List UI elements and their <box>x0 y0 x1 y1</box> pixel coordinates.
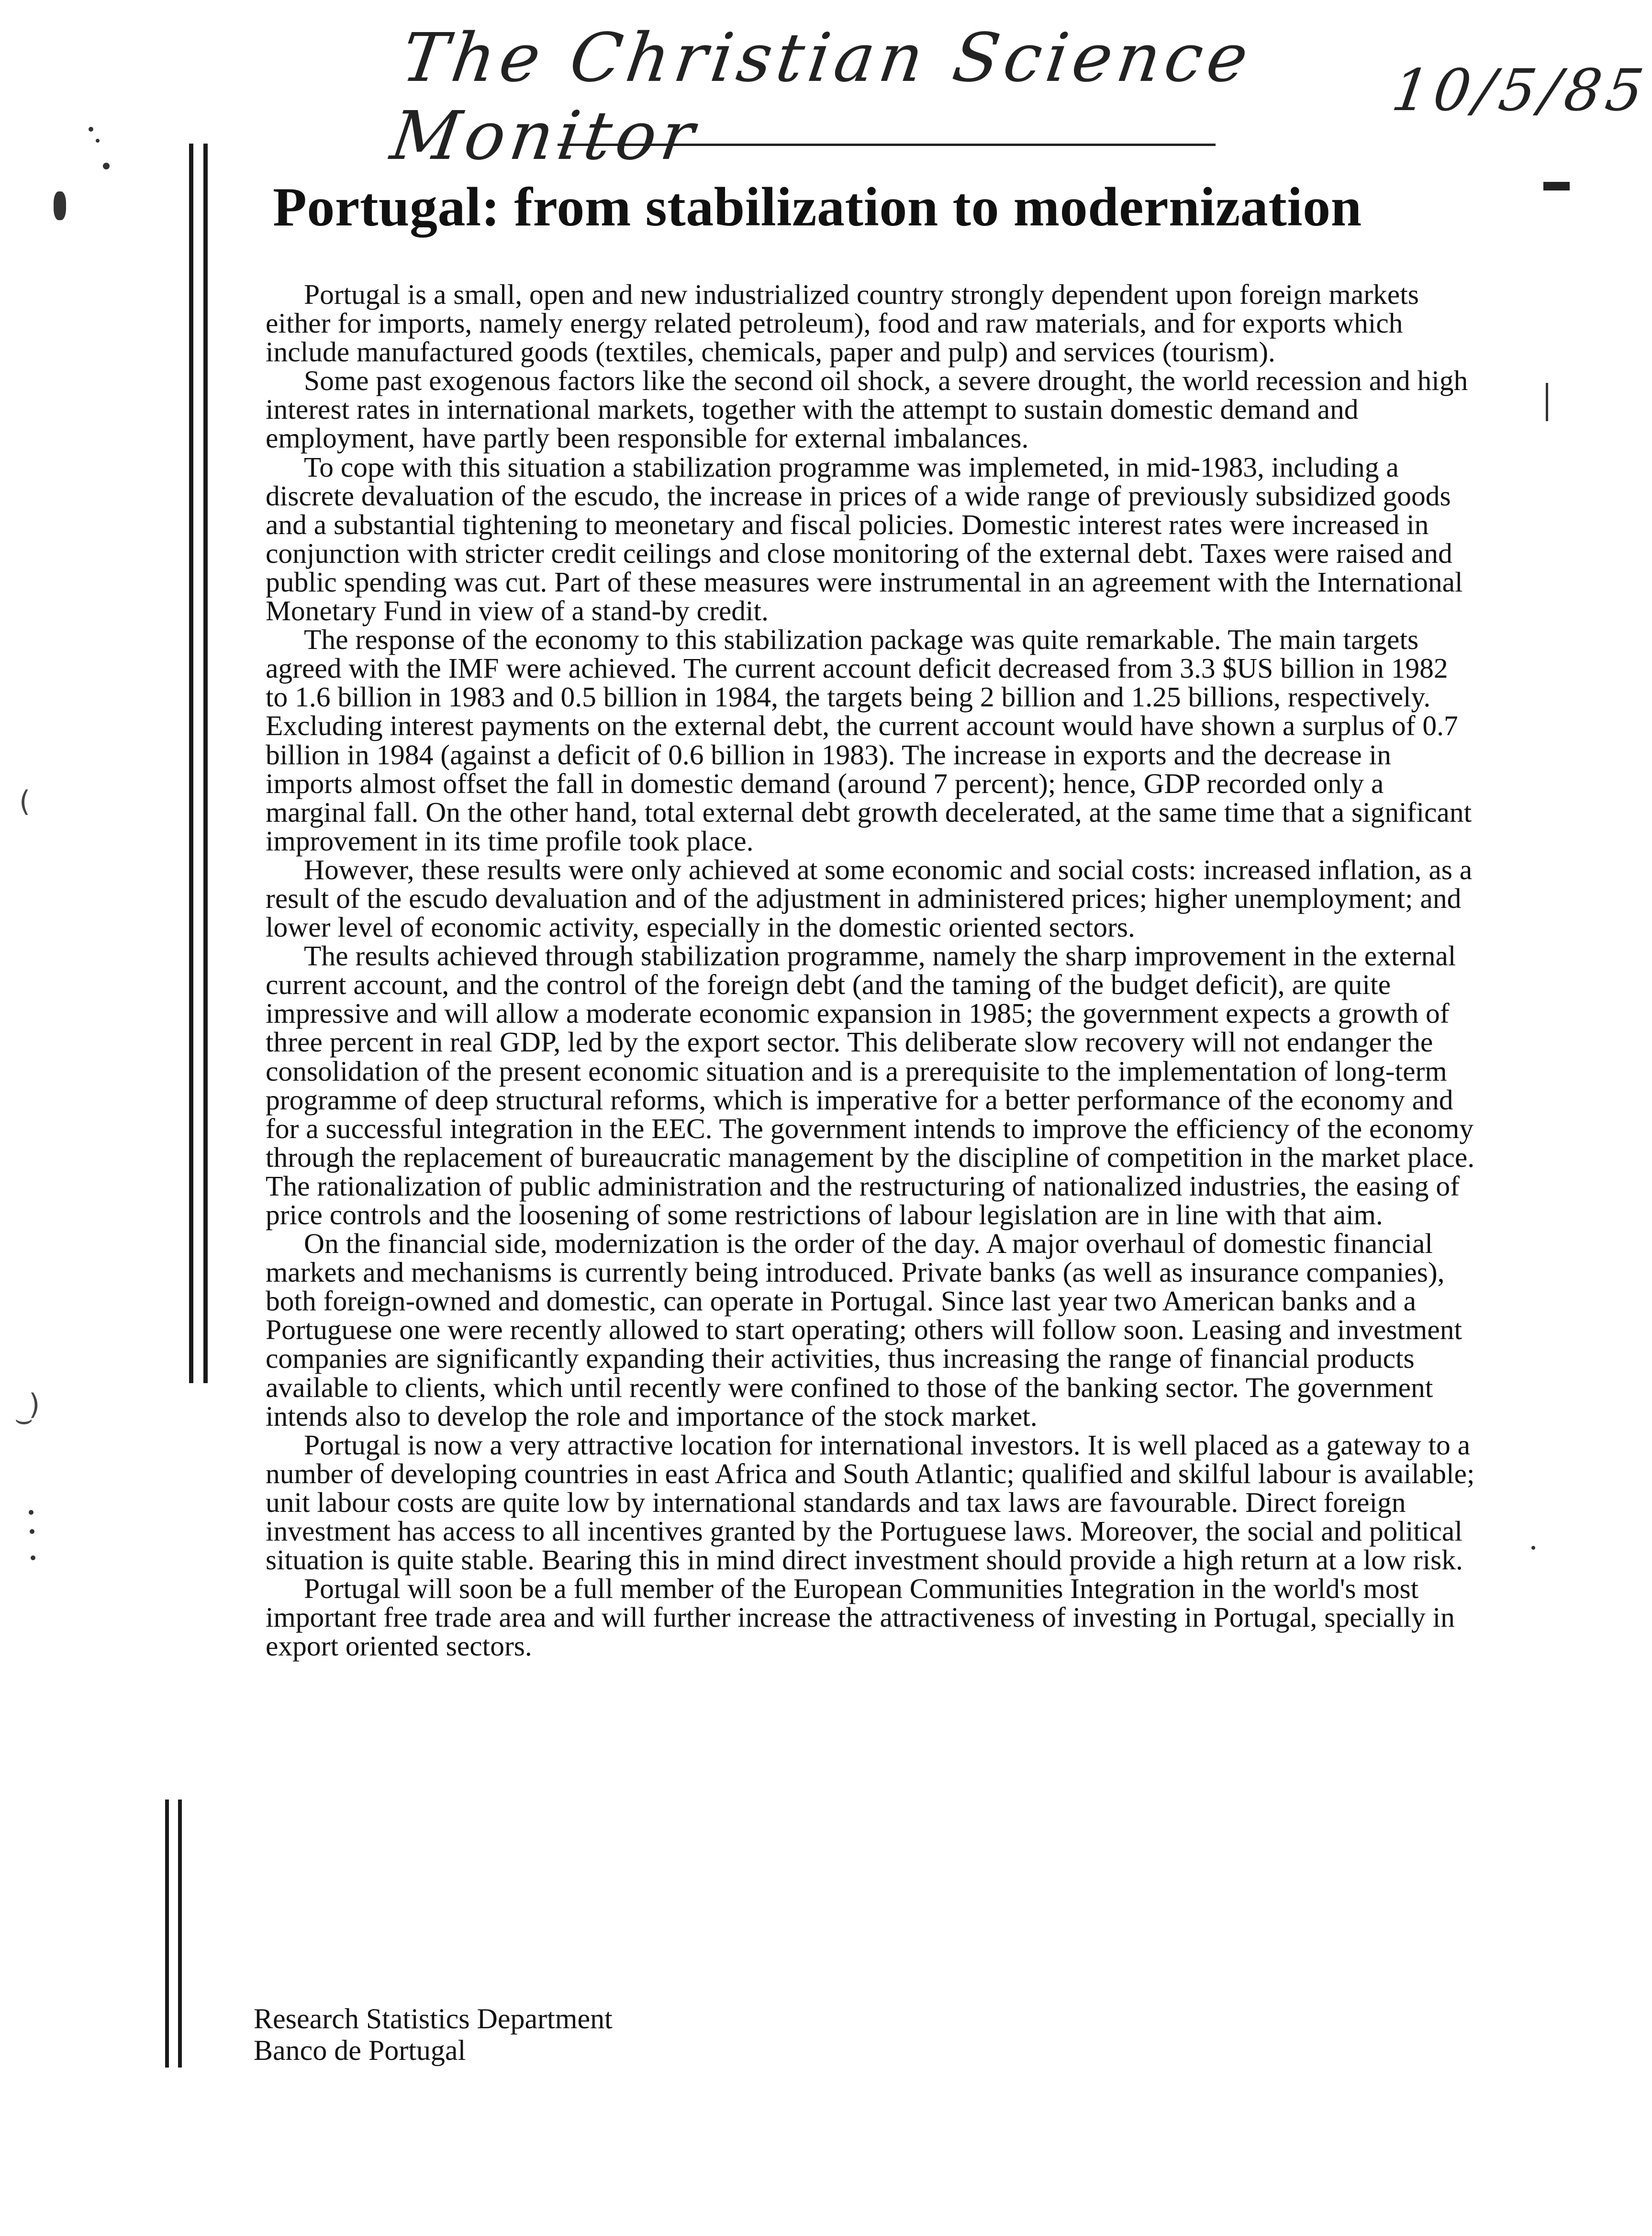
scan-speck <box>89 127 93 132</box>
article-paragraph: On the financial side, modernization is the order of the day. A major overhaul of domestic financial markets and mechanisms is currently being introduced. Private banks (as well as insurance companies), both foreign-owned and domestic, can operate in Portugal. Since last year two American banks and a Portuguese one were recently allowed to start operating; others will follow soon. Leasing and investment companies are significantly expanding their activities, thus increasing the range of financial products available to clients, which until recently were confined to those of the banking sector. The government intends also to develop the role and importance of the stock market. <box>266 1228 1462 1432</box>
article-body <box>266 280 1476 1661</box>
margin-bar <box>178 1800 182 2068</box>
signature-institution: Banco de Portugal <box>254 2035 466 2066</box>
article-paragraph: Portugal is now a very attractive location for international investors. It is well placed as a gateway to a number of developing countries in east Africa and South Atlantic; qualified and skilful labour is available; unit labour costs are quite low by international standards and tax laws are favourable. Direct foreign investment has access to all incentives granted by the Portuguese laws. Moreover, the social and political situation is quite stable. Bearing this in mind direct investment should provide a high return at a low risk. <box>266 1429 1475 1576</box>
article-paragraph: Some past exogenous factors like the second oil shock, a severe drought, the world recession and high interest rates in international markets, together with the attempt to sustain domestic demand and employment, have partly been responsible for external imbalances. <box>266 365 1468 454</box>
handwritten-date-note: 10/5/85 <box>1388 57 1652 124</box>
article-paragraph: Portugal is a small, open and new industrialized country strongly dependent upon foreign markets either for imports, namely energy related petroleum), food and raw materials, and for exports which include manufactured goods (textiles, chemicals, paper and pulp) and services (tourism). <box>266 279 1419 368</box>
scan-mark: ⌣ <box>14 1402 33 1436</box>
article-paragraph: To cope with this situation a stabilization programme was implemeted, in mid-1983, including a discrete devaluation of the escudo, the increase in prices of a wide range of previously subsidized goods and a substantial tightening to meonetary and fiscal policies. Domestic interest rates were increased in conjunction with stricter credit ceilings and close monitoring of the external debt. Taxes were raised and public spending was cut. Part of these measures were instrumental in an agreement with the International Monetary Fund in view of a stand-by credit. <box>266 451 1463 627</box>
top-rule <box>558 144 1216 146</box>
handwritten-source-note: The Christian Science Monitor <box>386 19 1258 175</box>
scan-speck <box>30 1529 34 1534</box>
article-paragraph: The response of the economy to this stabilization package was quite remarkable. The main targets agreed with the IMF were achieved. The current account deficit decreased from 3.3 $US billion in 1982 to 1.6 billion in 1983 and 0.5 billion in 1984, the targets being 2 billion and 1.25 billions, respectively. Excluding interest payments on the external debt, the current account would have shown a surplus of 0.7 billion in 1984 (against a deficit of 0.6 billion in 1983). The increase in exports and the decrease in imports almost offset the fall in domestic demand (around 7 percent); hence, GDP recorded only a marginal fall. On the other hand, total external debt growth decelerated, at the same time that a significant improvement in its time profile took place. <box>266 624 1472 857</box>
scan-mark: ( <box>19 785 31 818</box>
margin-bar <box>165 1800 169 2068</box>
article-signature <box>254 2003 613 2066</box>
scan-speck <box>1531 1546 1535 1550</box>
article-headline: Portugal: from stabilization to modernization <box>273 177 1362 238</box>
article-paragraph: However, these results were only achieved at some economic and social costs: increased inflation, as a result of the escudo devaluation and of the adjustment in administered prices; higher unemployment; and lower level of economic activity, especially in the domestic oriented sectors. <box>266 853 1473 943</box>
scan-speck <box>96 139 100 143</box>
scan-speck <box>103 163 110 169</box>
scan-mark <box>1546 383 1548 421</box>
scan-speck <box>54 191 66 220</box>
signature-department: Research Statistics Department <box>254 2003 613 2035</box>
scan-mark: ) <box>29 1388 40 1421</box>
scan-speck <box>29 1510 33 1515</box>
article-paragraph: The results achieved through stabilization programme, namely the sharp improvement in the external current account, and the control of the foreign debt (and the taming of the budget deficit), are quite impressive and will allow a moderate economic expansion in 1985; the government expects a growth of three percent in real GDP, led by the export sector. This deliberate slow recovery will not endanger the consolidation of the present economic situation and is a prerequisite to the implementation of long-term programme of deep structural reforms, which is imperative for a better performance of the economy and for a successful integration in the EEC. The government intends to improve the efficiency of the economy through the replacement of bureaucratic management by the discipline of competition in the market place. The rationalization of public administration and the restructuring of nationalized industries, the easing of price controls and the loosening of some restrictions of labour legislation are in line with that aim. <box>266 940 1475 1230</box>
article-paragraph: Portugal will soon be a full member of the European Communities Integration in the world's most important free trade area and will further increase the attractiveness of investing in Portugal, specially in export oriented sectors. <box>266 1573 1455 1662</box>
scan-speck <box>31 1555 35 1560</box>
margin-bar <box>203 144 208 1383</box>
scan-mark <box>1543 182 1570 190</box>
margin-bar <box>189 144 193 1383</box>
